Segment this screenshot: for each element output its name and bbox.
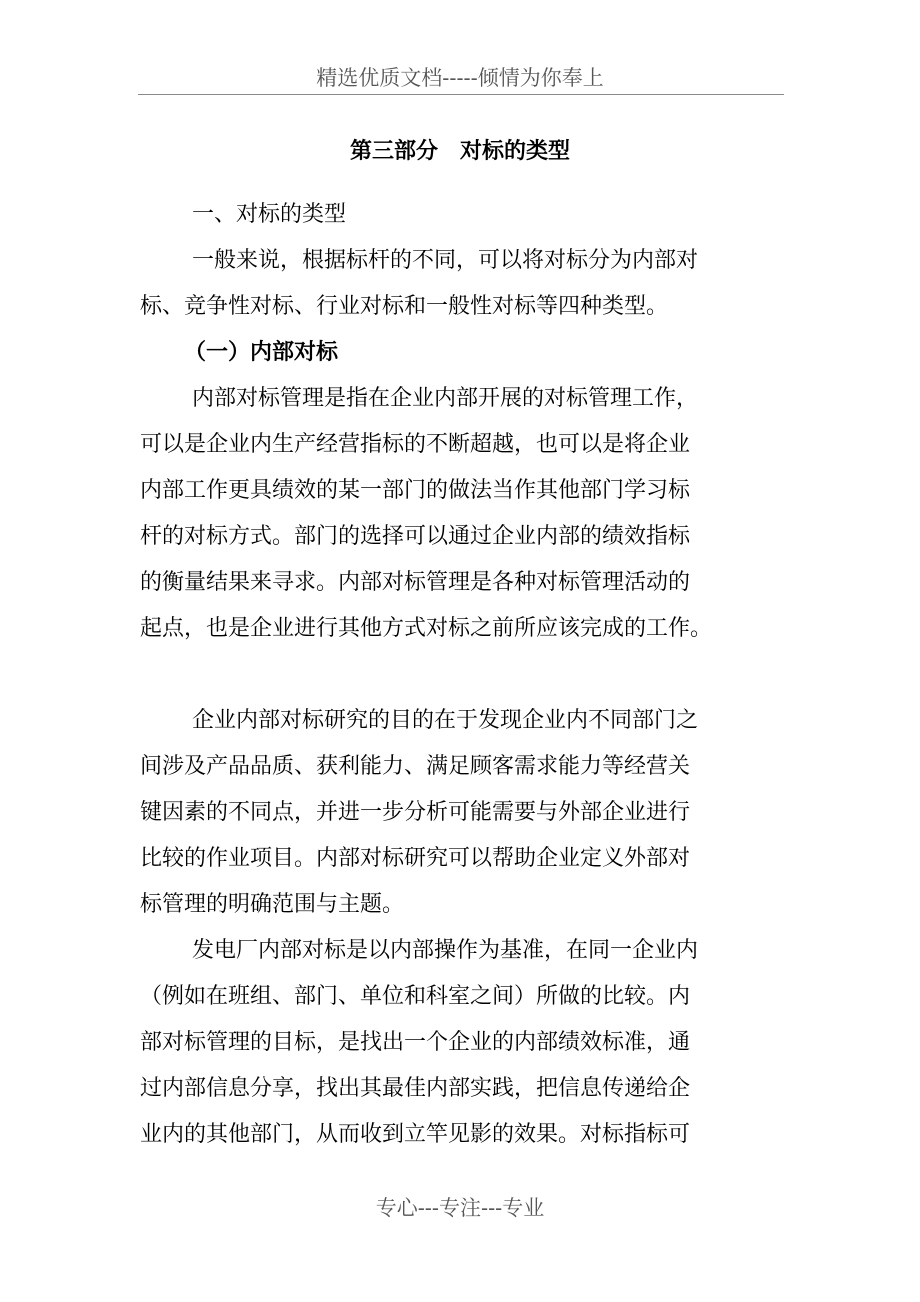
paragraph-line: 间涉及产品品质、获利能力、满足顾客需求能力等经营关 (140, 754, 691, 779)
paragraph-line: 企业内部对标研究的目的在于发现企业内不同部门之 (192, 708, 699, 733)
paragraph-line: 发电厂内部对标是以内部操作为基准，在同一企业内 (192, 938, 699, 963)
paragraph-line: 的衡量结果来寻求。内部对标管理是各种对标管理活动的 (140, 570, 691, 595)
paragraph-line: 比较的作业项目。内部对标研究可以帮助企业定义外部对 (140, 846, 691, 871)
paragraph-line: 标、竞争性对标、行业对标和一般性对标等四种类型。 (140, 294, 669, 319)
subsection-heading-internal: （一）内部对标 (184, 340, 339, 365)
paragraph-line: 内部工作更具绩效的某一部门的做法当作其他部门学习标 (140, 478, 691, 503)
paragraph-line: 起点，也是企业进行其他方式对标之前所应该完成的工作。 (140, 616, 713, 641)
paragraph-line: 一般来说，根据标杆的不同，可以将对标分为内部对 (192, 248, 699, 273)
subsection-heading: 一、对标的类型 (192, 202, 347, 227)
paragraph-line: 内部对标管理是指在企业内部开展的对标管理工作， (192, 386, 699, 411)
header-divider (138, 94, 784, 95)
paragraph-line: 键因素的不同点，并进一步分析可能需要与外部企业进行 (140, 800, 691, 825)
page-header: 精选优质文档-----倾情为你奉上 (316, 66, 604, 90)
paragraph-line: 业内的其他部门，从而收到立竿见影的效果。对标指标可 (140, 1122, 691, 1147)
paragraph-line: 杆的对标方式。部门的选择可以通过企业内部的绩效指标 (140, 524, 691, 549)
page-footer: 专心---专注---专业 (375, 1196, 545, 1220)
paragraph-line: 标管理的明确范围与主题。 (140, 892, 405, 917)
section-title: 第三部分 对标的类型 (349, 139, 570, 164)
paragraph-line: 可以是企业内生产经营指标的不断超越，也可以是将企业 (140, 432, 691, 457)
paragraph-line: 部对标管理的目标，是找出一个企业的内部绩效标准，通 (140, 1030, 691, 1055)
paragraph-line: 过内部信息分享，找出其最佳内部实践，把信息传递给企 (140, 1076, 691, 1101)
paragraph-line: （例如在班组、部门、单位和科室之间）所做的比较。内 (140, 984, 691, 1009)
